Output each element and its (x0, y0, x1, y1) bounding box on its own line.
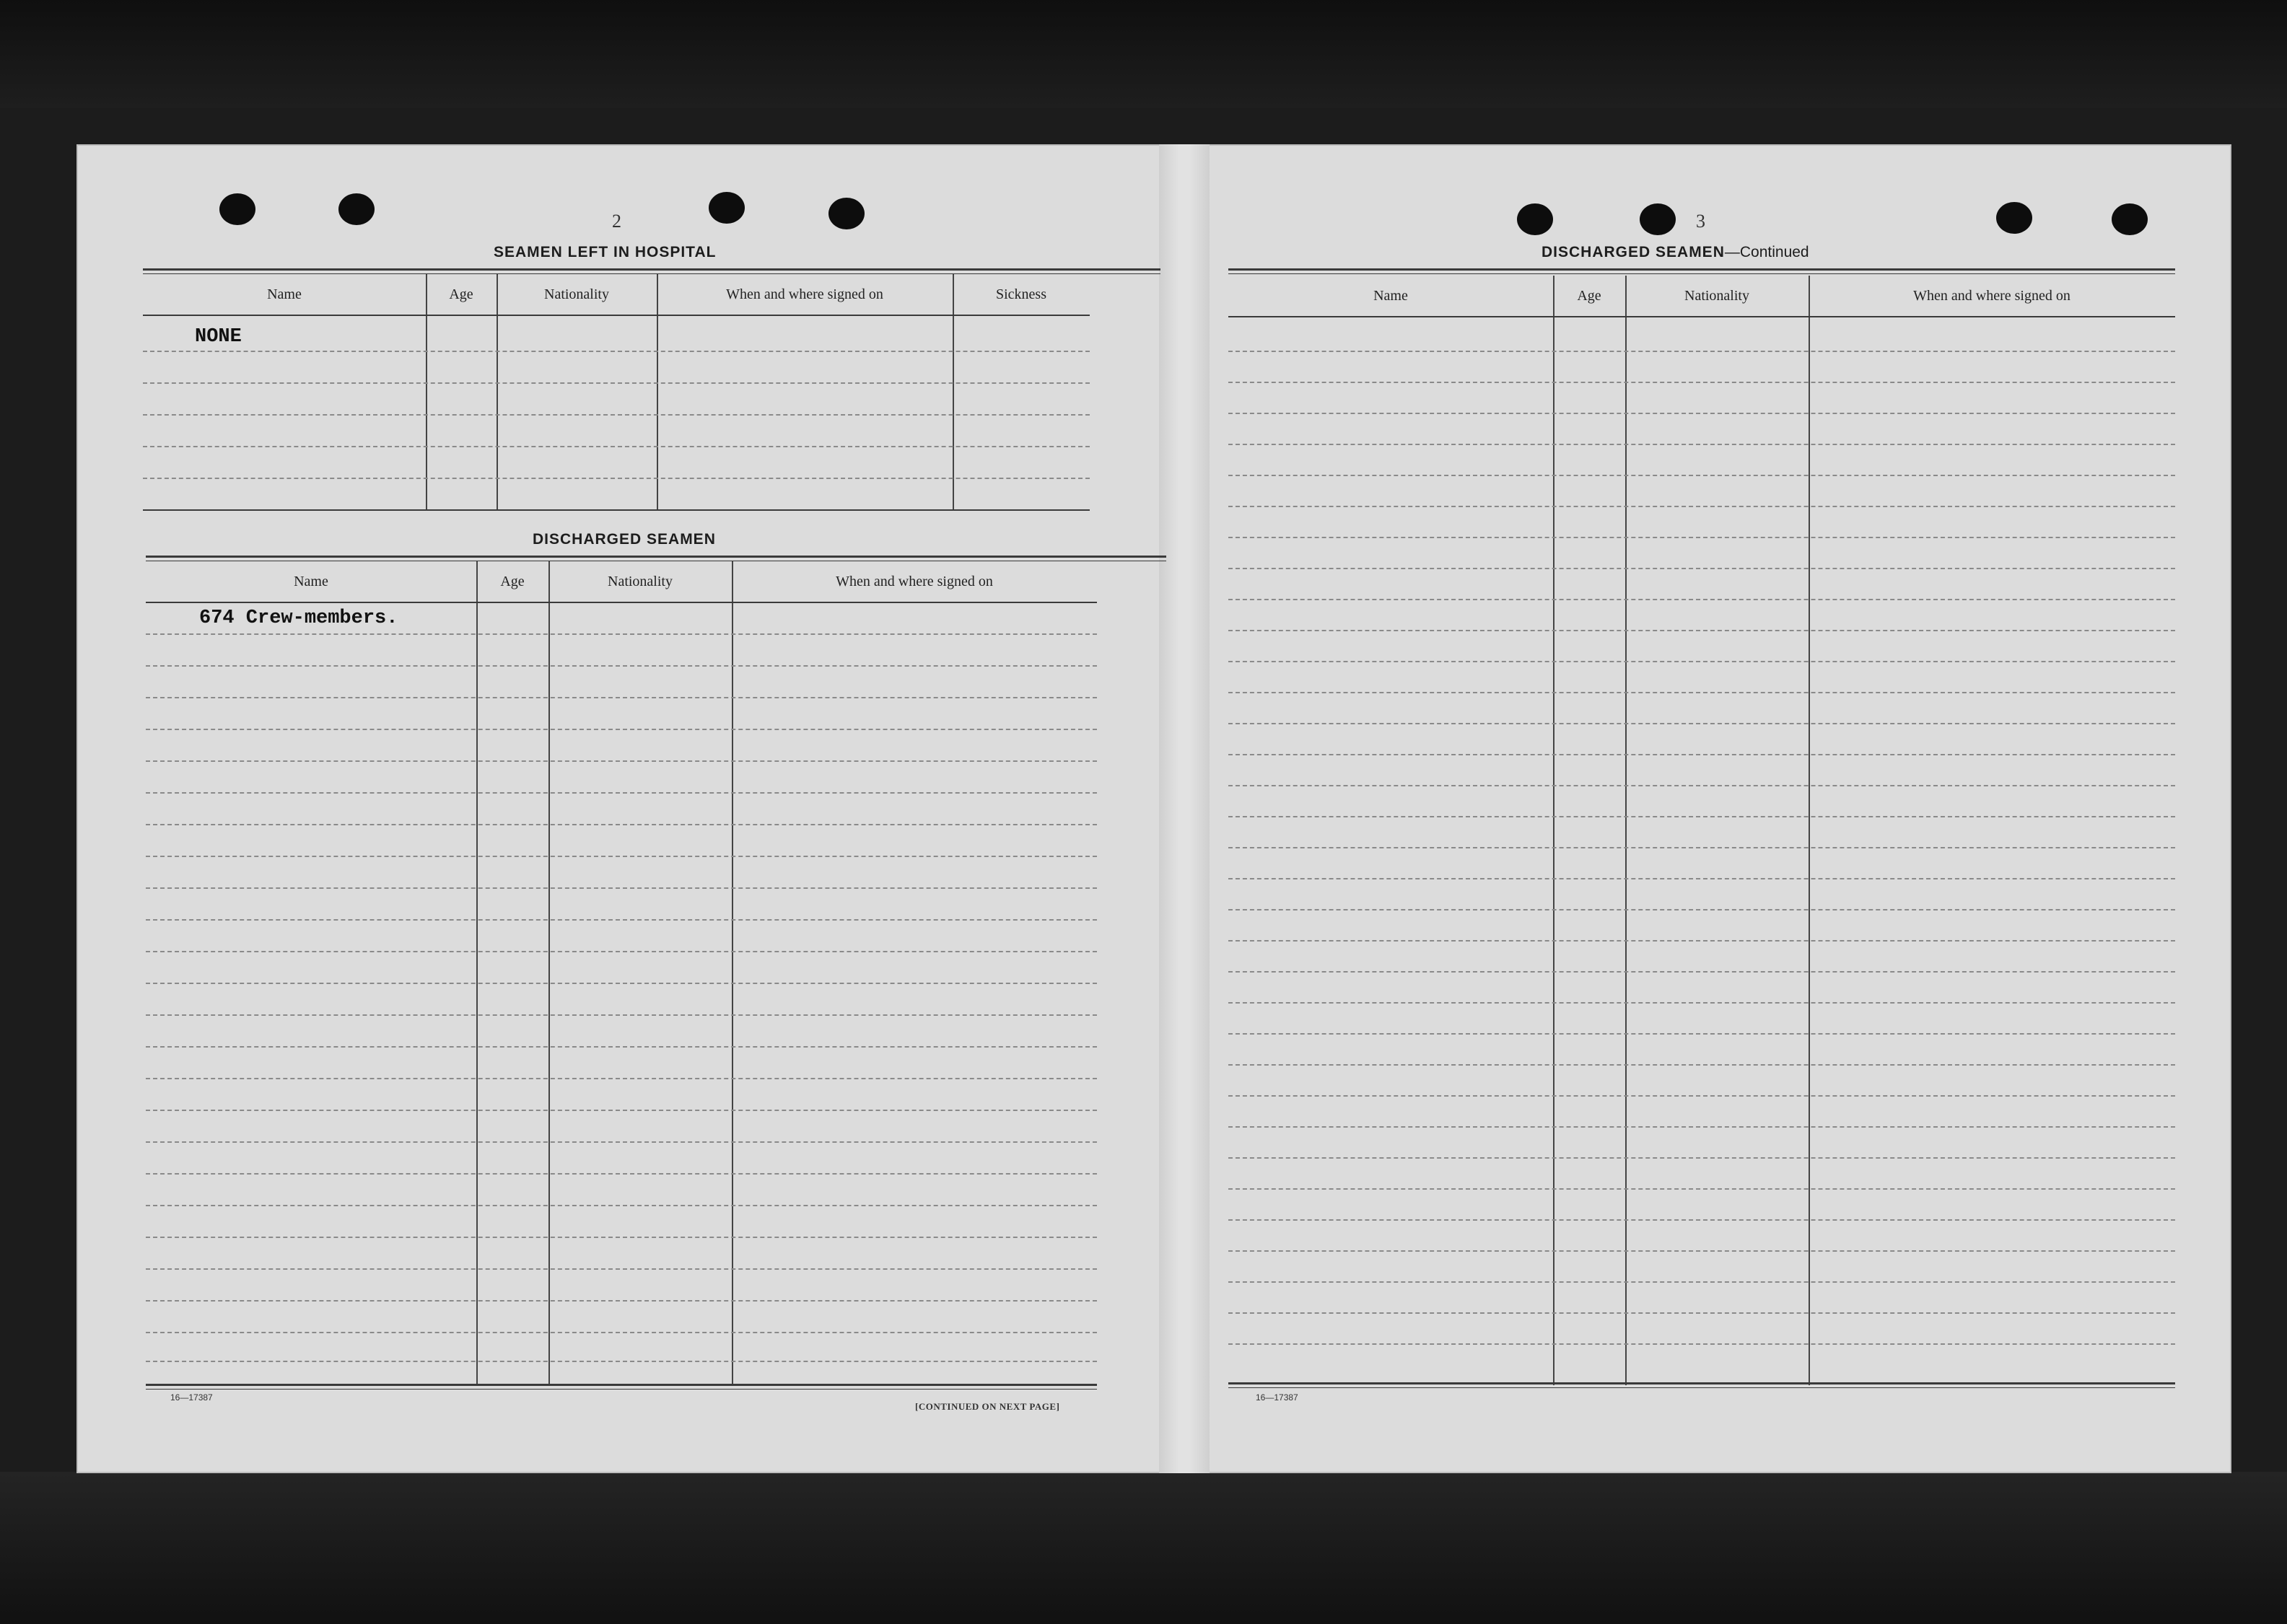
column-divider (497, 274, 498, 511)
row-line (1228, 568, 2175, 569)
header-rule (143, 315, 1090, 316)
discharged-continued-table (1228, 276, 2178, 1387)
discharged-col-nationality: Nationality (608, 573, 673, 589)
row-line (146, 729, 1097, 730)
continued-note: [CONTINUED ON NEXT PAGE] (915, 1401, 1060, 1412)
row-line (1228, 506, 2175, 507)
right-col-nationality: Nationality (1684, 287, 1749, 304)
row-line (143, 382, 1090, 384)
row-line (1228, 413, 2175, 414)
row-line (146, 1046, 1097, 1048)
row-line (1228, 1343, 2175, 1345)
scan-border-bottom (0, 1472, 2287, 1624)
row-line (146, 1361, 1097, 1362)
column-divider (476, 561, 478, 1385)
row-line (1228, 537, 2175, 538)
row-line (146, 1078, 1097, 1079)
row-line (146, 856, 1097, 857)
header-rule (146, 602, 1097, 603)
row-line (146, 665, 1097, 667)
discharged-section-title: DISCHARGED SEAMEN (533, 531, 716, 548)
row-line (1228, 1033, 2175, 1035)
row-line (1228, 785, 2175, 786)
hospital-entry: NONE (195, 326, 242, 348)
row-line (1228, 1219, 2175, 1221)
column-divider (548, 561, 550, 1385)
punch-hole (709, 192, 745, 224)
right-col-age: Age (1577, 287, 1601, 304)
discharged-continued-title (1542, 244, 1809, 261)
row-line (1228, 1002, 2175, 1004)
row-line (146, 1237, 1097, 1238)
row-line (1228, 630, 2175, 631)
row-line (143, 446, 1090, 447)
document-spread (76, 144, 2231, 1473)
right-col-when-where: When and where signed on (1913, 287, 2070, 304)
row-line (1228, 1312, 2175, 1314)
punch-hole (2112, 203, 2148, 235)
hospital-col-name: Name (267, 286, 302, 302)
continued-suffix: —Continued (1724, 244, 1809, 260)
row-line (1228, 940, 2175, 942)
scan-border-top (0, 0, 2287, 108)
column-divider (426, 274, 427, 511)
punch-hole (219, 193, 255, 225)
row-line (1228, 1250, 2175, 1252)
hospital-col-when-where: When and where signed on (726, 286, 883, 302)
row-line (1228, 1064, 2175, 1066)
row-line (146, 951, 1097, 952)
row-line (1228, 971, 2175, 973)
row-line (1228, 692, 2175, 693)
row-line (1228, 878, 2175, 879)
row-line (1228, 1126, 2175, 1128)
discharged-entry: 674 Crew-members. (199, 607, 398, 629)
right-top-rule (1228, 268, 2175, 271)
row-line (1228, 754, 2175, 755)
row-line (143, 414, 1090, 416)
discharged-col-name: Name (294, 573, 328, 589)
page-number-right: 3 (1696, 211, 1705, 232)
discharged-top-rule (146, 556, 1166, 558)
discharged-continued-title-main: DISCHARGED SEAMEN (1542, 244, 1725, 260)
row-line (146, 887, 1097, 889)
discharged-col-when-where: When and where signed on (836, 573, 993, 589)
row-line (146, 983, 1097, 984)
right-col-name: Name (1373, 287, 1408, 304)
row-line (1228, 723, 2175, 724)
row-line (146, 824, 1097, 825)
punch-hole (1517, 203, 1553, 235)
row-line (1228, 847, 2175, 848)
row-line (1228, 1281, 2175, 1283)
discharged-bottom-rule (146, 1384, 1097, 1386)
form-code-right: 16—17387 (1256, 1392, 1298, 1403)
hospital-bottom-rule (143, 509, 1090, 511)
hospital-top-rule (143, 268, 1160, 271)
row-line (146, 1205, 1097, 1206)
row-line (143, 351, 1090, 352)
hospital-col-sickness: Sickness (996, 286, 1046, 302)
row-line (146, 919, 1097, 921)
row-line (146, 1332, 1097, 1333)
form-code-left: 16—17387 (170, 1392, 213, 1403)
page-number-left: 2 (612, 211, 621, 232)
row-line (1228, 444, 2175, 445)
row-line (143, 478, 1090, 479)
row-line (146, 1173, 1097, 1175)
hospital-col-age: Age (449, 286, 473, 302)
header-rule (1228, 316, 2175, 317)
punch-hole (338, 193, 375, 225)
punch-hole (1996, 202, 2032, 234)
row-line (146, 760, 1097, 762)
discharged-table (146, 561, 1168, 1387)
row-line (146, 792, 1097, 794)
row-line (1228, 599, 2175, 600)
row-line (1228, 816, 2175, 817)
row-line (1228, 1157, 2175, 1159)
punch-hole (828, 198, 865, 229)
row-line (146, 1141, 1097, 1143)
row-line (146, 1300, 1097, 1302)
hospital-table (143, 274, 1162, 512)
column-divider (732, 561, 733, 1385)
row-line (1228, 661, 2175, 662)
column-divider (657, 274, 658, 511)
row-line (146, 1014, 1097, 1016)
punch-hole (1640, 203, 1676, 235)
hospital-section-title: SEAMEN LEFT IN HOSPITAL (494, 244, 717, 260)
row-line (146, 1110, 1097, 1111)
row-line (146, 697, 1097, 698)
right-bottom-rule (1228, 1382, 2175, 1384)
discharged-col-age: Age (500, 573, 525, 589)
row-line (1228, 909, 2175, 910)
row-line (1228, 351, 2175, 352)
row-line (1228, 1095, 2175, 1097)
row-line (146, 633, 1097, 635)
hospital-col-nationality: Nationality (544, 286, 609, 302)
column-divider (953, 274, 954, 511)
row-line (146, 1268, 1097, 1270)
row-line (1228, 382, 2175, 383)
row-line (1228, 475, 2175, 476)
row-line (1228, 1188, 2175, 1190)
